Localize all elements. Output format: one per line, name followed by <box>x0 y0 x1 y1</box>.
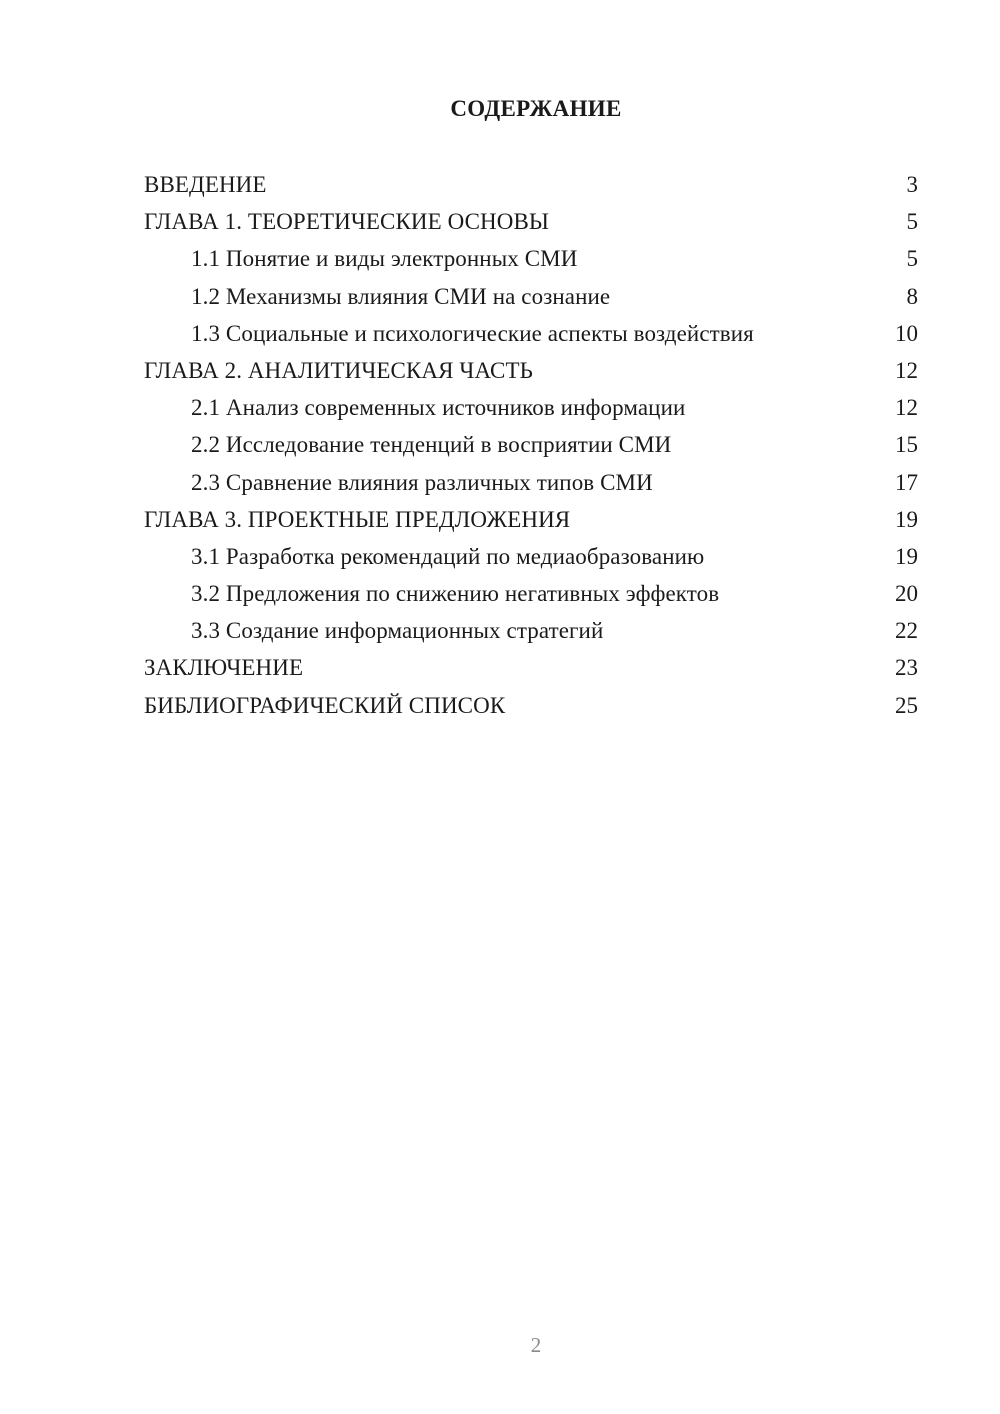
toc-entry-chapter-2 <box>144 352 918 389</box>
toc-entry-label: 3.2 Предложения по снижению негативных эффектов <box>191 581 720 607</box>
toc-entry-section-1-1 <box>144 240 918 277</box>
toc-entry-section-2-2 <box>144 426 918 463</box>
table-of-contents <box>144 166 918 724</box>
toc-entry-label: ГЛАВА 3. ПРОЕКТНЫЕ ПРЕДЛОЖЕНИЯ <box>144 506 571 532</box>
toc-entry-page: 15 <box>895 432 918 458</box>
toc-entry-label: ЗАКЛЮЧЕНИЕ <box>144 655 304 681</box>
toc-entry-page: 3 <box>906 172 918 197</box>
toc-entry-page: 12 <box>895 395 918 421</box>
page-number: 2 <box>530 1333 542 1357</box>
toc-entry-page: 12 <box>895 357 918 383</box>
toc-entry-bibliography <box>144 687 918 724</box>
page-title: СОДЕРЖАНИЕ <box>450 96 622 121</box>
toc-entry-page: 23 <box>895 655 918 681</box>
toc-entry-label: 2.3 Сравнение влияния различных типов СМИ <box>191 469 653 495</box>
toc-entry-section-1-2 <box>144 278 918 315</box>
toc-entry-label: 1.1 Понятие и виды электронных СМИ <box>191 246 578 272</box>
toc-entry-section-2-1 <box>144 389 918 426</box>
toc-entry-page: 5 <box>906 209 918 235</box>
toc-entry-label: 3.3 Создание информационных стратегий <box>191 618 604 644</box>
toc-entry-page: 25 <box>895 692 918 718</box>
toc-entry-page: 10 <box>895 320 918 346</box>
toc-entry-label: ГЛАВА 1. ТЕОРЕТИЧЕСКИЕ ОСНОВЫ <box>144 209 550 235</box>
toc-entry-section-2-3 <box>144 464 918 501</box>
toc-entry-label: 2.1 Анализ современных источников информации <box>191 395 686 421</box>
toc-entry-section-3-3 <box>144 612 918 649</box>
toc-entry-page: 8 <box>906 283 918 309</box>
toc-entry-introduction <box>144 166 918 203</box>
toc-entry-page: 19 <box>895 543 918 569</box>
toc-entry-label: 2.2 Исследование тенденций в восприятии СМИ <box>191 432 672 458</box>
toc-entry-label: ВВЕДЕНИЕ <box>144 172 267 197</box>
toc-entry-page: 22 <box>895 618 918 644</box>
toc-entry-page: 17 <box>895 469 918 495</box>
toc-entry-section-3-1 <box>144 538 918 575</box>
toc-entry-conclusion <box>144 649 918 686</box>
toc-entry-chapter-3 <box>144 501 918 538</box>
toc-entry-label: БИБЛИОГРАФИЧЕСКИЙ СПИСОК <box>144 692 506 718</box>
toc-entry-section-3-2 <box>144 575 918 612</box>
toc-entry-label: 1.3 Социальные и психологические аспекты воздействия <box>191 320 754 346</box>
toc-entry-section-1-3 <box>144 315 918 352</box>
toc-entry-label: 1.2 Механизмы влияния СМИ на сознание <box>191 283 611 309</box>
toc-entry-label: 3.1 Разработка рекомендаций по медиаобразованию <box>191 543 705 569</box>
toc-entry-page: 5 <box>906 246 918 272</box>
toc-entry-page: 19 <box>895 506 918 532</box>
toc-entry-label: ГЛАВА 2. АНАЛИТИЧЕСКАЯ ЧАСТЬ <box>144 357 533 383</box>
toc-entry-chapter-1 <box>144 203 918 240</box>
toc-entry-page: 20 <box>895 581 918 607</box>
